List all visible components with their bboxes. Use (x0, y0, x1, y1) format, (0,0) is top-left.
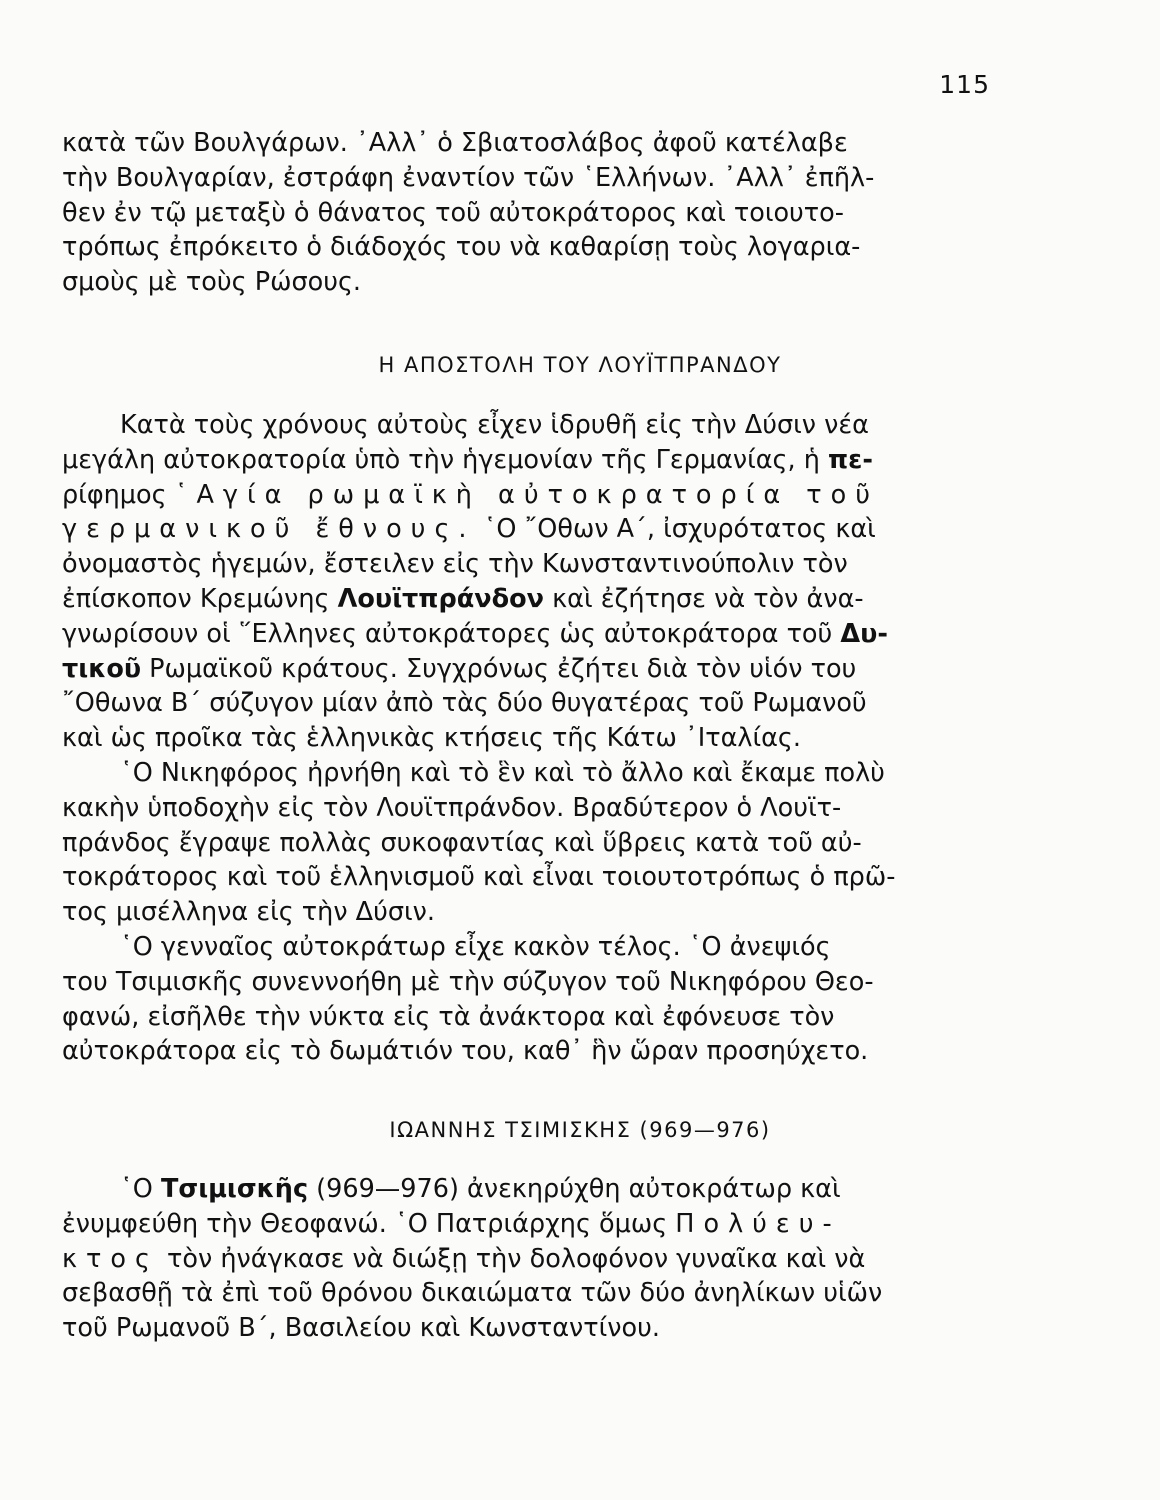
text-line: του Τσιμισκῆς συνεννοήθη μὲ τὴν σύζυγον τοῦ Νικηφόρου Θεο- (62, 966, 874, 997)
section1-paragraph-1 (62, 408, 1002, 756)
text-line: ῾Ο γενναῖος αὐτοκράτωρ εἶχε κακὸν τέλος. ῾Ο ἀνεψιός (120, 932, 831, 962)
text-line: Κατὰ τοὺς χρόνους αὐτοὺς εἶχεν ἱδρυθῆ εἰς τὴν Δύσιν νέα (120, 410, 869, 440)
section1-paragraph-2 (62, 756, 1002, 930)
text-line: ἐπίσκοπον Κρεμώνης Λουϊτπράνδον καὶ ἐζήτησε νὰ τὸν ἀνα- (62, 583, 864, 614)
text-line: τοκράτορος καὶ τοῦ ἑλληνισμοῦ καὶ εἶναι τοιουτοτρόπως ὁ πρῶ- (62, 862, 896, 893)
text-line: τρόπως ἐπρόκειτο ὁ διάδοχός του νὰ καθαρίσῃ τοὺς λογαρια- (62, 232, 861, 263)
text-line: γερμανικοῦ ἔθνους. ῾Ο ῎Οθων Α΄, ἰσχυρότατος καὶ (62, 514, 876, 545)
text-line: σμοὺς μὲ τοὺς Ρώσους. (62, 267, 362, 298)
intro-paragraph (62, 126, 1002, 300)
text-line: γνωρίσουν οἱ ῞Ελληνες αὐτοκράτορες ὡς αὐτοκράτορα τοῦ Δυ- (62, 618, 888, 649)
text-line: σεβασθῇ τὰ ἐπὶ τοῦ θρόνου δικαιώματα τῶν δύο ἀνηλίκων υἱῶν (62, 1278, 883, 1309)
text-line: ῾Ο Τσιμισκῆς (969—976) ἀνεκηρύχθη αὐτοκράτωρ καὶ (120, 1174, 841, 1204)
text-line: αὐτοκράτορα εἰς τὸ δωμάτιόν του, καθ᾿ ἣν ὥραν προσηύχετο. (62, 1036, 869, 1067)
section-heading-tzimiskes: ΙΩΑΝΝΗΣ ΤΣΙΜΙΣΚΗΣ (969—976) (389, 1118, 771, 1142)
section2-paragraph-1 (62, 1172, 1002, 1346)
text-line: τοῦ Ρωμανοῦ Β΄, Βασιλείου καὶ Κωνσταντίνου. (62, 1313, 660, 1344)
text-line: πράνδος ἔγραψε πολλὰς συκοφαντίας καὶ ὕβρεις κατὰ τοῦ αὐ- (62, 827, 862, 858)
text-line: ὀνομαστὸς ἡγεμών, ἔστειλεν εἰς τὴν Κωνσταντινούπολιν τὸν (62, 549, 848, 580)
text-line: τικοῦ Ρωμαϊκοῦ κράτους. Συγχρόνως ἐζήτει διὰ τὸν υἱόν του (62, 653, 857, 684)
text-line: καὶ ὡς προῖκα τὰς ἑλληνικὰς κτήσεις τῆς Κάτω ᾿Ιταλίας. (62, 723, 802, 754)
text-line: θεν ἐν τῷ μεταξὺ ὁ θάνατος τοῦ αὐτοκράτορος καὶ τοιουτο- (62, 197, 844, 228)
text-line: κτος τὸν ἠνάγκασε νὰ διώξῃ τὴν δολοφόνον γυναῖκα καὶ νὰ (62, 1243, 866, 1274)
text-line: τὴν Βουλγαρίαν, ἐστράφη ἐναντίον τῶν ῾Ελλήνων. ᾿Αλλ᾿ ἐπῆλ- (62, 162, 875, 193)
text-line: ῾Ο Νικηφόρος ἠρνήθη καὶ τὸ ἓν καὶ τὸ ἄλλο καὶ ἔκαμε πολὺ (120, 758, 885, 788)
text-line: ρίφημος ῾Αγία ρωμαϊκὴ αὐτοκρατορία τοῦ (62, 479, 879, 510)
section1-paragraph-3 (62, 930, 1002, 1069)
text-line: τος μισέλληνα εἰς τὴν Δύσιν. (62, 897, 436, 928)
text-line: φανώ, εἰσῆλθε τὴν νύκτα εἰς τὰ ἀνάκτορα καὶ ἐφόνευσε τὸν (62, 1001, 835, 1032)
text-line: κακὴν ὑποδοχὴν εἰς τὸν Λουϊτπράνδον. Βραδύτερον ὁ Λουϊτ- (62, 792, 842, 823)
text-line: ῎Οθωνα Β΄ σύζυγον μίαν ἀπὸ τὰς δύο θυγατέρας τοῦ Ρωμανοῦ (62, 688, 867, 719)
text-line: ἐνυμφεύθη τὴν Θεοφανώ. ῾Ο Πατριάρχης ὅμως Πολύευ- (62, 1208, 841, 1239)
page-number: 115 (939, 70, 990, 99)
text-line: μεγάλη αὐτοκρατορία ὑπὸ τὴν ἡγεμονίαν τῆς Γερμανίας, ἡ πε- (62, 444, 873, 475)
text-line: κατὰ τῶν Βουλγάρων. ᾿Αλλ᾿ ὁ Σβιατοσλάβος ἀφοῦ κατέλαβε (62, 128, 848, 158)
section-heading-luitprand: Η ΑΠΟΣΤΟΛΗ ΤΟΥ ΛΟΥΪΤΠΡΑΝΔΟΥ (378, 353, 782, 377)
